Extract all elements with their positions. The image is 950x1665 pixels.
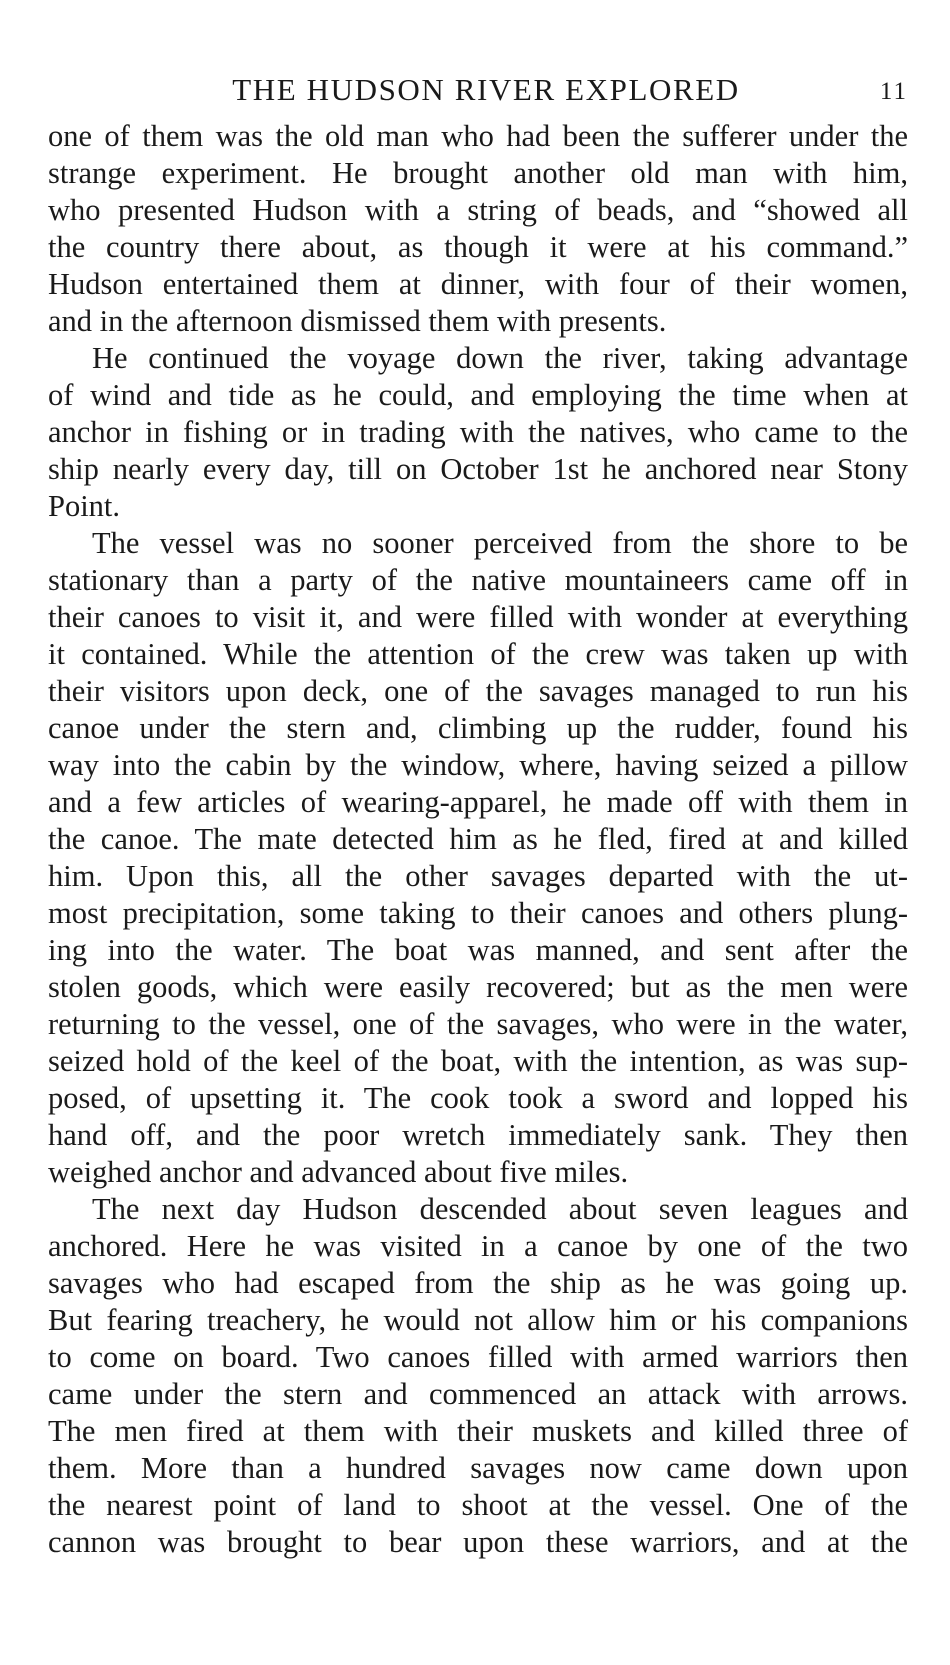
text-line: it contained. While the attention of the crew was taken up with bbox=[48, 637, 908, 671]
text-line: But fearing treachery, he would not allow him or his companions bbox=[48, 1303, 908, 1337]
text-line: hand off, and the poor wretch immediately sank. They then bbox=[48, 1118, 908, 1152]
text-line: most precipitation, some taking to their canoes and others plung- bbox=[48, 896, 908, 930]
text-line: stationary than a party of the native mountaineers came off in bbox=[48, 563, 908, 597]
text-line: their visitors upon deck, one of the savages managed to run his bbox=[48, 674, 908, 708]
text-line: anchored. Here he was visited in a canoe by one of the two bbox=[48, 1229, 908, 1263]
text-line: of wind and tide as he could, and employing the time when at bbox=[48, 378, 908, 412]
text-line: way into the cabin by the window, where, having seized a pillow bbox=[48, 748, 908, 782]
text-line: came under the stern and commenced an attack with arrows. bbox=[48, 1377, 908, 1411]
text-line: He continued the voyage down the river, taking advantage bbox=[92, 341, 908, 375]
text-line: The vessel was no sooner perceived from the shore to be bbox=[92, 526, 908, 560]
text-line: seized hold of the keel of the boat, with the intention, as was sup- bbox=[48, 1044, 908, 1078]
running-head bbox=[48, 68, 908, 108]
paragraph-1 bbox=[48, 118, 908, 340]
text-line: him. Upon this, all the other savages departed with the ut- bbox=[48, 859, 908, 893]
text-line: Hudson entertained them at dinner, with four of their women, bbox=[48, 267, 908, 301]
text-line: the country there about, as though it were at his command.” bbox=[48, 230, 908, 264]
book-page bbox=[48, 68, 908, 1561]
paragraph-4 bbox=[48, 1191, 908, 1561]
text-line: anchor in fishing or in trading with the natives, who came to the bbox=[48, 415, 908, 449]
text-line: and in the afternoon dismissed them with presents. bbox=[48, 304, 667, 338]
text-line: stolen goods, which were easily recovered; but as the men were bbox=[48, 970, 908, 1004]
text-line: posed, of upsetting it. The cook took a sword and lopped his bbox=[48, 1081, 908, 1115]
text-line: them. More than a hundred savages now came down upon bbox=[48, 1451, 908, 1485]
text-line: The men fired at them with their muskets and killed three of bbox=[48, 1414, 908, 1448]
text-line: ship nearly every day, till on October 1st he anchored near Stony bbox=[48, 452, 908, 486]
text-line: the canoe. The mate detected him as he fled, fired at and killed bbox=[48, 822, 908, 856]
text-line: to come on board. Two canoes filled with armed warriors then bbox=[48, 1340, 908, 1374]
text-line: cannon was brought to bear upon these warriors, and at the bbox=[48, 1525, 908, 1559]
text-line: returning to the vessel, one of the savages, who were in the water, bbox=[48, 1007, 908, 1041]
running-title: THE HUDSON RIVER EXPLORED bbox=[232, 72, 740, 107]
text-line: savages who had escaped from the ship as he was going up. bbox=[48, 1266, 908, 1300]
text-line: Point. bbox=[48, 489, 121, 523]
text-line: their canoes to visit it, and were filled with wonder at everything bbox=[48, 600, 908, 634]
body-text bbox=[48, 118, 908, 1561]
text-line: strange experiment. He brought another old man with him, bbox=[48, 156, 908, 190]
text-line: weighed anchor and advanced about five miles. bbox=[48, 1155, 629, 1189]
page-number: 11 bbox=[879, 78, 908, 105]
text-line: who presented Hudson with a string of beads, and “showed all bbox=[48, 193, 908, 227]
text-line: ing into the water. The boat was manned, and sent after the bbox=[48, 933, 908, 967]
text-line: canoe under the stern and, climbing up the rudder, found his bbox=[48, 711, 908, 745]
paragraph-3 bbox=[48, 525, 908, 1191]
text-line: the nearest point of land to shoot at the vessel. One of the bbox=[48, 1488, 908, 1522]
text-line: The next day Hudson descended about seven leagues and bbox=[92, 1192, 908, 1226]
text-line: one of them was the old man who had been the sufferer under the bbox=[48, 119, 908, 153]
text-line: and a few articles of wearing-apparel, he made off with them in bbox=[48, 785, 908, 819]
paragraph-2 bbox=[48, 340, 908, 525]
